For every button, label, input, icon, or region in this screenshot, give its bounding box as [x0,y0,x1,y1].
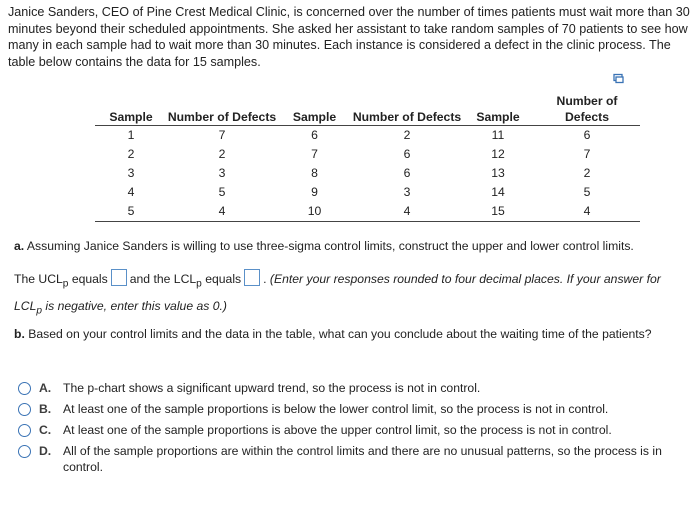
sentence-period: . [263,272,267,286]
hint-text: (Enter your responses rounded to four decimal places. If your answer for LCL [14,272,661,314]
col-header: Number of Defects [534,92,640,126]
option-c[interactable] [18,422,688,438]
radio-button[interactable] [18,445,31,458]
part-a-text: Assuming Janice Sanders is willing to use three-sigma control limits, construct the upper and lower control limits. [26,239,634,253]
radio-button[interactable] [18,403,31,416]
table-cell: 6 [403,147,411,161]
part-a-question [14,238,634,254]
table-cell: 7 [583,147,591,161]
col-header: Number of Defects [167,92,277,126]
option-letter: B. [39,402,52,416]
table-cell: 2 [218,147,226,161]
ucl-equals-text: equals [68,272,108,286]
option-letter: C. [39,423,52,437]
defects-table [95,92,640,222]
option-text: The p-chart shows a significant upward trend, so the process is not in control. [63,381,481,395]
ucl-subscript: p [62,278,69,290]
table-cell: 3 [403,185,411,199]
table-cell: 6 [311,128,318,142]
answer-sentence [14,268,684,323]
table-cell: 4 [167,202,277,222]
option-text: At least one of the sample proportions is above the upper control limit, so the process is not in control. [63,423,612,437]
table-cell: 9 [311,185,318,199]
table-cell: 5 [218,185,226,199]
problem-intro: Janice Sanders, CEO of Pine Crest Medical Clinic, is concerned over the number of times patients must wait more than 30 minutes beyond their scheduled appointments. She asked her assistant to take random samples of 70 patients to see how many in each sample had to wait more than 30 minutes. Each instance is considered a defect in the clinic process. The table below contains the data for 15 samples. [8,5,690,69]
table-row [95,164,640,183]
table-cell: 2 [583,166,591,180]
option-letter: A. [39,381,52,395]
table-header-row [95,92,640,126]
option-b[interactable] [18,401,688,417]
part-b-question [14,326,674,342]
option-letter: D. [39,444,52,458]
part-a-label: a. [14,239,25,253]
table-cell: 4 [534,202,640,222]
table-cell: 11 [491,128,505,142]
part-b-text: Based on your control limits and the data in the table, what can you conclude about the waiting time of the patients? [28,327,652,341]
table-cell: 3 [127,166,135,180]
lcl-label: and the LCL [129,272,197,286]
hint-text-end: is negative, enter this value as 0.) [42,299,227,314]
answer-options [18,380,688,480]
table-cell: 2 [403,128,411,142]
col-header: Sample [95,92,167,126]
col-header: Sample [462,92,534,126]
hint-subscript: p [36,305,43,317]
table-cell: 3 [218,166,226,180]
table-cell: 10 [277,202,352,222]
table-row [95,145,640,164]
option-d[interactable] [18,443,688,475]
table-row [95,126,640,146]
table-cell: 7 [311,147,318,161]
table-row [95,202,640,222]
table-cell: 6 [403,166,411,180]
table-cell: 13 [491,166,505,180]
option-text: All of the sample proportions are within the control limits and there are no unusual patterns, so the process is in control. [63,444,662,474]
table-cell: 12 [491,147,505,161]
radio-button[interactable] [18,382,31,395]
table-cell: 15 [462,202,534,222]
table-cell: 5 [95,202,167,222]
table-cell: 4 [127,185,135,199]
table-cell: 7 [218,128,226,142]
radio-button[interactable] [18,424,31,437]
col-header: Sample [277,92,352,126]
lcl-subscript: p [196,278,202,290]
table-cell: 5 [583,185,591,199]
table-cell: 4 [352,202,462,222]
table-cell: 8 [311,166,318,180]
col-header: Number of Defects [352,92,462,126]
ucl-answer-input[interactable] [111,269,127,286]
option-a[interactable] [18,380,688,396]
option-text: At least one of the sample proportions is below the lower control limit, so the process is not in control. [63,402,609,416]
table-cell: 1 [127,128,135,142]
lcl-equals-text: equals [201,272,242,286]
table-cell: 6 [583,128,591,142]
lcl-answer-input[interactable] [244,269,260,286]
part-b-label: b. [14,327,25,341]
table-row [95,183,640,202]
copy-table-icon[interactable] [613,73,624,84]
table-cell: 2 [127,147,135,161]
table-cell: 14 [491,185,505,199]
ucl-label: The UCL [14,272,63,286]
